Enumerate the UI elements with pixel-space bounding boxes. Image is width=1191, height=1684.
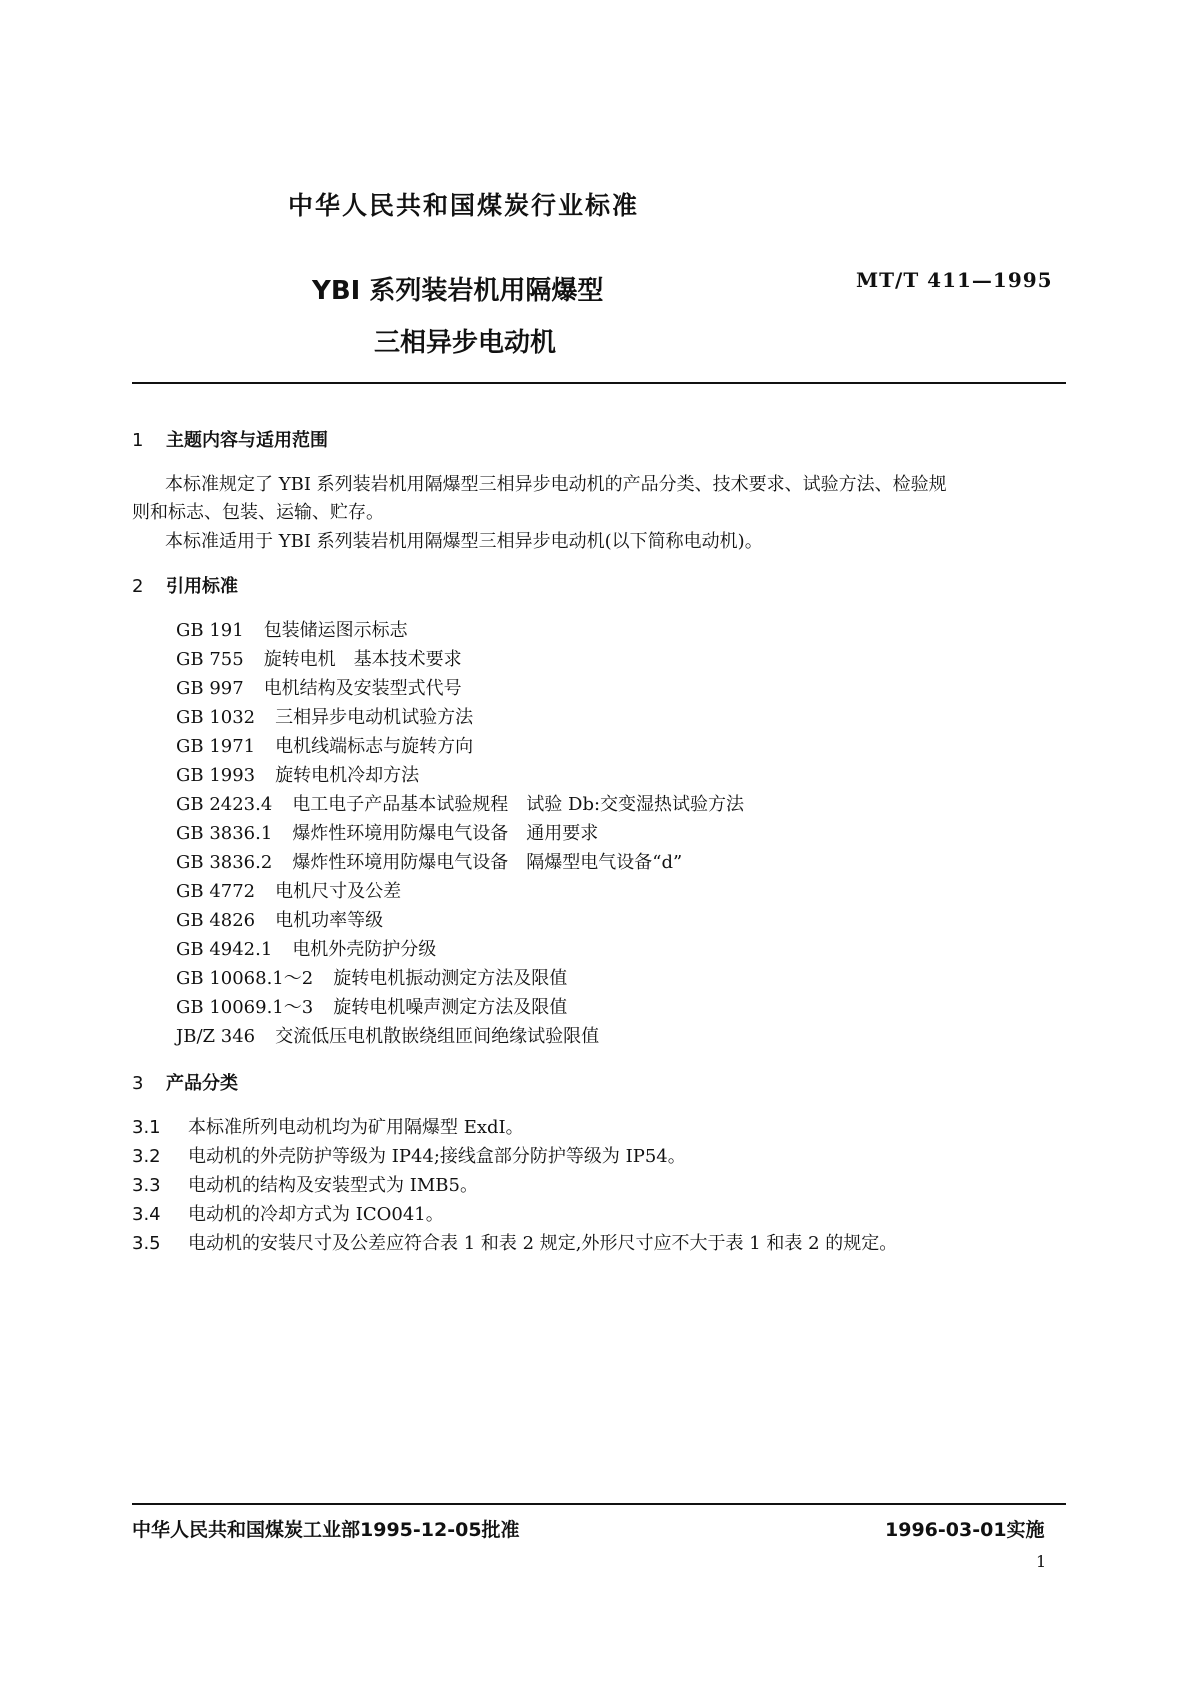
reference-item [176, 848, 682, 874]
clause-number: 3.5 [132, 1233, 161, 1254]
page-number: 1 [1036, 1552, 1047, 1571]
document-title-line-1: YBI 系列装岩机用隔爆型 [312, 276, 604, 306]
standard-code: MT/T 411—1995 [856, 268, 1053, 292]
clause-text: 电动机的结构及安装型式为 IMB5。 [188, 1175, 478, 1196]
reference-item [176, 674, 462, 700]
clause-number: 3.1 [132, 1117, 161, 1138]
reference-title: 旋转电机振动测定方法及限值 [333, 968, 568, 989]
clause-number: 3.2 [132, 1146, 161, 1167]
clause-text: 电动机的外壳防护等级为 IP44;接线盒部分防护等级为 IP54。 [188, 1146, 686, 1167]
reference-title: 电工电子产品基本试验规程 试验 Db:交变湿热试验方法 [292, 794, 745, 815]
clause-number: 3.3 [132, 1175, 161, 1196]
reference-item [176, 703, 473, 729]
header-divider [132, 382, 1066, 384]
reference-item [176, 964, 567, 990]
reference-item [176, 819, 598, 845]
section-number: 3 [132, 1073, 144, 1094]
clause-text: 电动机的冷却方式为 ICO041。 [188, 1204, 444, 1225]
section-number: 2 [132, 576, 144, 597]
section-title: 主题内容与适用范围 [166, 430, 328, 451]
effective-date: 1996-03-01实施 [885, 1519, 1045, 1541]
reference-title: 电机外壳防护分级 [292, 939, 437, 960]
approval-line: 中华人民共和国煤炭工业部1995-12-05批准 [132, 1519, 520, 1541]
reference-item [176, 732, 473, 758]
clause-item [132, 1200, 444, 1226]
reference-title: 三相异步电动机试验方法 [275, 707, 474, 728]
reference-title: 电机线端标志与旋转方向 [275, 736, 474, 757]
reference-code: GB 10069.1～3 [176, 997, 314, 1018]
reference-title: 电机尺寸及公差 [275, 881, 402, 902]
reference-code: GB 1032 [176, 707, 256, 728]
document-title-line-2: 三相异步电动机 [374, 328, 557, 358]
footer-divider [132, 1503, 1066, 1505]
reference-title: 旋转电机噪声测定方法及限值 [333, 997, 568, 1018]
reference-code: GB 1993 [176, 765, 256, 786]
reference-title: 旋转电机冷却方法 [275, 765, 420, 786]
paragraph-applicability: 本标准适用于 YBI 系列装岩机用隔爆型三相异步电动机(以下简称电动机)。 [165, 531, 763, 552]
reference-title: 电机功率等级 [275, 910, 384, 931]
reference-item [176, 935, 436, 961]
clause-number: 3.4 [132, 1204, 161, 1225]
clause-item [132, 1229, 897, 1255]
section-title: 产品分类 [166, 1073, 238, 1094]
reference-code: JB/Z 346 [176, 1026, 256, 1047]
clause-item [132, 1142, 686, 1168]
clause-text: 本标准所列电动机均为矿用隔爆型 ExdI。 [188, 1117, 524, 1138]
reference-title: 旋转电机 基本技术要求 [263, 649, 462, 670]
reference-code: GB 4826 [176, 910, 256, 931]
clause-item [132, 1113, 524, 1139]
reference-item [176, 645, 462, 671]
reference-item [176, 993, 567, 1019]
reference-code: GB 4772 [176, 881, 256, 902]
section-heading-3 [132, 1069, 238, 1095]
reference-title: 爆炸性环境用防爆电气设备 通用要求 [292, 823, 599, 844]
reference-code: GB 1971 [176, 736, 256, 757]
reference-code: GB 3836.2 [176, 852, 273, 873]
reference-title: 爆炸性环境用防爆电气设备 隔爆型电气设备“d” [292, 852, 683, 873]
section-heading-2 [132, 572, 238, 598]
section-title: 引用标准 [166, 576, 238, 597]
reference-code: GB 3836.1 [176, 823, 273, 844]
reference-item [176, 906, 383, 932]
reference-item [176, 1022, 599, 1048]
section-number: 1 [132, 430, 144, 451]
industry-title: 中华人民共和国煤炭行业标准 [288, 191, 640, 220]
reference-code: GB 10068.1～2 [176, 968, 314, 989]
reference-title: 包装储运图示标志 [263, 620, 408, 641]
clause-text: 电动机的安装尺寸及公差应符合表 1 和表 2 规定,外形尺寸应不大于表 1 和表 2 的规定。 [188, 1233, 898, 1254]
paragraph-scope-line-1: 本标准规定了 YBI 系列装岩机用隔爆型三相异步电动机的产品分类、技术要求、试验方法、检验规 [165, 474, 947, 495]
reference-code: GB 4942.1 [176, 939, 273, 960]
paragraph-scope-line-2: 则和标志、包装、运输、贮存。 [132, 502, 384, 523]
section-heading-1 [132, 426, 328, 452]
clause-item [132, 1171, 478, 1197]
reference-item [176, 761, 419, 787]
reference-code: GB 191 [176, 620, 244, 641]
reference-title: 电机结构及安装型式代号 [263, 678, 462, 699]
reference-item [176, 616, 408, 642]
reference-code: GB 755 [176, 649, 244, 670]
reference-code: GB 997 [176, 678, 244, 699]
reference-item [176, 790, 744, 816]
reference-title: 交流低压电机散嵌绕组匝间绝缘试验限值 [275, 1026, 600, 1047]
reference-code: GB 2423.4 [176, 794, 273, 815]
reference-item [176, 877, 401, 903]
